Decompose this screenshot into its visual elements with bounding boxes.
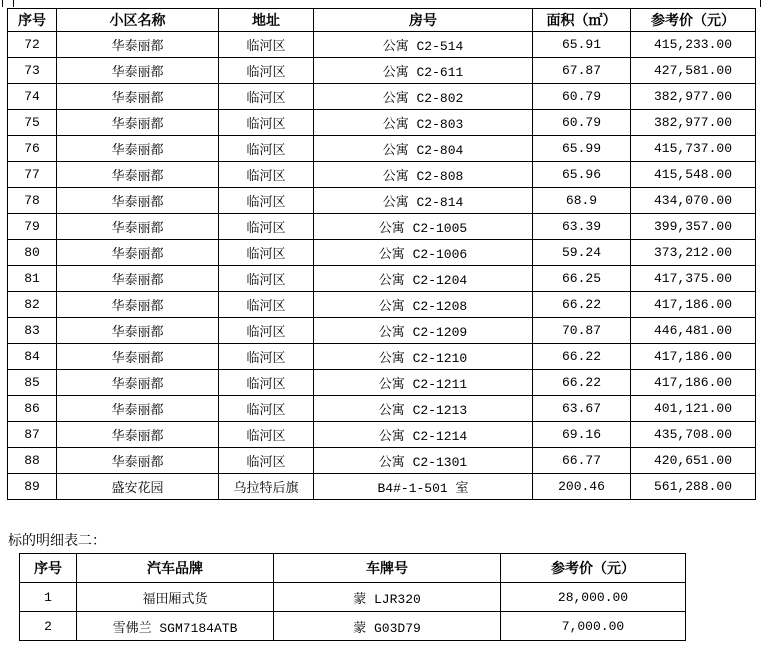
table-cell: 382,977.00 (631, 110, 756, 136)
vehicle-table-header-row (20, 554, 686, 583)
table-row (8, 370, 756, 396)
table-cell: 76 (8, 136, 57, 162)
table-cell: 60.79 (533, 84, 631, 110)
table-cell: 417,186.00 (631, 292, 756, 318)
table-cell: 华泰丽都 (57, 370, 219, 396)
table-remnant-line (2, 0, 3, 7)
table-cell: 79 (8, 214, 57, 240)
table-cell: 415,548.00 (631, 162, 756, 188)
table-cell: 公寓 C2-1211 (314, 370, 533, 396)
table-cell: 415,737.00 (631, 136, 756, 162)
table-cell: 66.22 (533, 292, 631, 318)
table-cell: 66.25 (533, 266, 631, 292)
table-cell: 60.79 (533, 110, 631, 136)
table-cell: 临河区 (219, 318, 314, 344)
table-cell: 415,233.00 (631, 32, 756, 58)
table-cell: 雪佛兰 SGM7184ATB (77, 612, 274, 641)
vehicle-detail-table (19, 553, 686, 641)
table-cell: 临河区 (219, 266, 314, 292)
table-cell: 公寓 C2-1213 (314, 396, 533, 422)
table-cell: 561,288.00 (631, 474, 756, 500)
table-cell: 公寓 C2-1209 (314, 318, 533, 344)
table-cell: 66.77 (533, 448, 631, 474)
table-cell: 86 (8, 396, 57, 422)
table-cell: 临河区 (219, 162, 314, 188)
table-cell: 华泰丽都 (57, 110, 219, 136)
table-cell: 417,186.00 (631, 344, 756, 370)
table-cell: 公寓 C2-802 (314, 84, 533, 110)
table-cell: 74 (8, 84, 57, 110)
table-cell: 446,481.00 (631, 318, 756, 344)
table-cell: 200.46 (533, 474, 631, 500)
table-cell: 临河区 (219, 110, 314, 136)
table-row (8, 474, 756, 500)
table-cell: 65.91 (533, 32, 631, 58)
table-cell: 临河区 (219, 240, 314, 266)
table-cell: 83 (8, 318, 57, 344)
table-cell: 临河区 (219, 396, 314, 422)
table-cell: 399,357.00 (631, 214, 756, 240)
table-row (8, 422, 756, 448)
column-header: 参考价（元） (501, 554, 686, 583)
table-cell: 华泰丽都 (57, 32, 219, 58)
column-header: 地址 (219, 9, 314, 32)
table-cell: 临河区 (219, 448, 314, 474)
table-cell: 公寓 C2-1204 (314, 266, 533, 292)
table-cell: 临河区 (219, 32, 314, 58)
table-row (8, 110, 756, 136)
table-cell: 28,000.00 (501, 583, 686, 612)
table-cell: 临河区 (219, 58, 314, 84)
table-cell: 69.16 (533, 422, 631, 448)
table-cell: 89 (8, 474, 57, 500)
column-header: 汽车品牌 (77, 554, 274, 583)
table-cell: 2 (20, 612, 77, 641)
table-cell: 65.96 (533, 162, 631, 188)
table-cell: 417,375.00 (631, 266, 756, 292)
table-cell: 蒙 G03D79 (274, 612, 501, 641)
table-cell: 68.9 (533, 188, 631, 214)
table-cell: 华泰丽都 (57, 58, 219, 84)
table-cell: 公寓 C2-803 (314, 110, 533, 136)
table-cell: 73 (8, 58, 57, 84)
table-cell: 公寓 C2-611 (314, 58, 533, 84)
column-header: 序号 (20, 554, 77, 583)
table-cell: 66.22 (533, 344, 631, 370)
property-detail-table (7, 8, 756, 500)
property-table-header-row (8, 9, 756, 32)
table-cell: 66.22 (533, 370, 631, 396)
table-cell: 435,708.00 (631, 422, 756, 448)
table-cell: 福田厢式货 (77, 583, 274, 612)
table-row (8, 84, 756, 110)
table-cell: 华泰丽都 (57, 266, 219, 292)
table-row (8, 136, 756, 162)
table-cell: 华泰丽都 (57, 448, 219, 474)
table-row (8, 240, 756, 266)
table-row (20, 612, 686, 641)
table-cell: 85 (8, 370, 57, 396)
table-cell: 77 (8, 162, 57, 188)
table2-title: 标的明细表二： (8, 534, 106, 550)
table-cell: 63.39 (533, 214, 631, 240)
table-cell: 65.99 (533, 136, 631, 162)
column-header: 房号 (314, 9, 533, 32)
column-header: 参考价（元） (631, 9, 756, 32)
table-cell: 临河区 (219, 188, 314, 214)
table-cell: 华泰丽都 (57, 292, 219, 318)
column-header: 面积（㎡） (533, 9, 631, 32)
table-row (8, 292, 756, 318)
table-cell: 72 (8, 32, 57, 58)
table-cell: 临河区 (219, 344, 314, 370)
table-cell: B4#-1-501 室 (314, 474, 533, 500)
table-cell: 公寓 C2-514 (314, 32, 533, 58)
table-remnant-line (760, 0, 761, 7)
table-remnant-line (13, 0, 14, 7)
table-row (8, 344, 756, 370)
table-cell: 434,070.00 (631, 188, 756, 214)
table-cell: 59.24 (533, 240, 631, 266)
table-row (8, 448, 756, 474)
table-cell: 临河区 (219, 370, 314, 396)
table-cell: 公寓 C2-804 (314, 136, 533, 162)
table-cell: 公寓 C2-1301 (314, 448, 533, 474)
table-cell: 华泰丽都 (57, 240, 219, 266)
table-cell: 63.67 (533, 396, 631, 422)
table-cell: 临河区 (219, 84, 314, 110)
table-cell: 87 (8, 422, 57, 448)
table-cell: 1 (20, 583, 77, 612)
table-cell: 华泰丽都 (57, 344, 219, 370)
column-header: 序号 (8, 9, 57, 32)
table-cell: 公寓 C2-814 (314, 188, 533, 214)
table-cell: 373,212.00 (631, 240, 756, 266)
table-cell: 420,651.00 (631, 448, 756, 474)
table-row (8, 188, 756, 214)
table-cell: 华泰丽都 (57, 214, 219, 240)
table-cell: 公寓 C2-1208 (314, 292, 533, 318)
table-cell: 华泰丽都 (57, 422, 219, 448)
table-cell: 公寓 C2-1210 (314, 344, 533, 370)
table-cell: 67.87 (533, 58, 631, 84)
table-cell: 公寓 C2-1214 (314, 422, 533, 448)
table-cell: 盛安花园 (57, 474, 219, 500)
table-row (8, 318, 756, 344)
table-cell: 427,581.00 (631, 58, 756, 84)
table-cell: 蒙 LJR320 (274, 583, 501, 612)
table-cell: 华泰丽都 (57, 188, 219, 214)
table-cell: 75 (8, 110, 57, 136)
table-row (8, 162, 756, 188)
table-cell: 417,186.00 (631, 370, 756, 396)
table-cell: 临河区 (219, 214, 314, 240)
table-row (8, 32, 756, 58)
table-row (8, 396, 756, 422)
table-cell: 乌拉特后旗 (219, 474, 314, 500)
table-cell: 7,000.00 (501, 612, 686, 641)
table-cell: 临河区 (219, 422, 314, 448)
table-row (8, 266, 756, 292)
table-cell: 82 (8, 292, 57, 318)
table-cell: 华泰丽都 (57, 318, 219, 344)
column-header: 小区名称 (57, 9, 219, 32)
table-cell: 华泰丽都 (57, 84, 219, 110)
table-cell: 公寓 C2-1005 (314, 214, 533, 240)
table-cell: 公寓 C2-1006 (314, 240, 533, 266)
table-row (8, 214, 756, 240)
table-cell: 华泰丽都 (57, 396, 219, 422)
table-cell: 84 (8, 344, 57, 370)
table-cell: 401,121.00 (631, 396, 756, 422)
table-row (8, 58, 756, 84)
table-cell: 78 (8, 188, 57, 214)
table-cell: 临河区 (219, 136, 314, 162)
table-cell: 华泰丽都 (57, 162, 219, 188)
table-cell: 80 (8, 240, 57, 266)
column-header: 车牌号 (274, 554, 501, 583)
table-cell: 公寓 C2-808 (314, 162, 533, 188)
table-cell: 70.87 (533, 318, 631, 344)
table-cell: 华泰丽都 (57, 136, 219, 162)
table-cell: 382,977.00 (631, 84, 756, 110)
table-cell: 81 (8, 266, 57, 292)
table-row (20, 583, 686, 612)
table-cell: 88 (8, 448, 57, 474)
table-cell: 临河区 (219, 292, 314, 318)
